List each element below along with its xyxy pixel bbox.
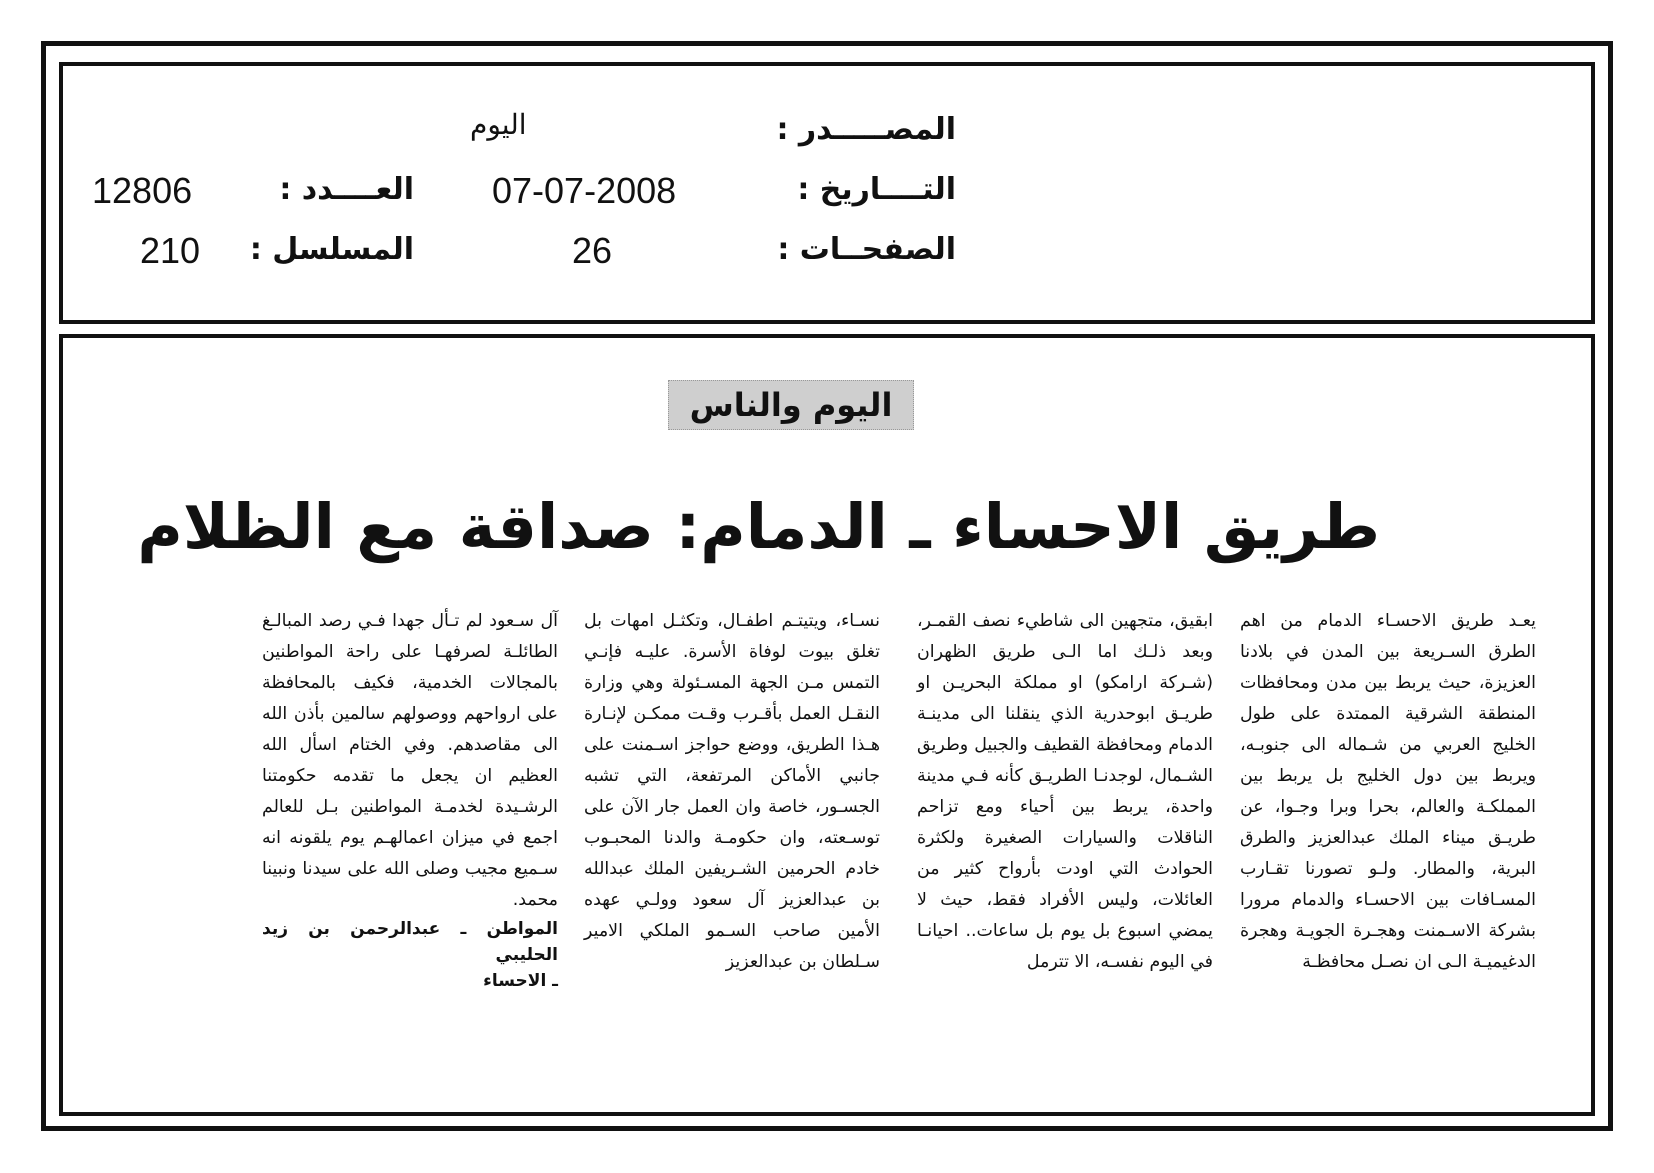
author-signature <box>262 916 558 994</box>
pages-value: 26 <box>572 230 613 271</box>
headline: طريق الاحساء ـ الدمام: صداقة مع الظلام <box>137 490 1380 563</box>
article-column-2 <box>917 606 1213 978</box>
serial-label: المسلسل : <box>249 232 414 267</box>
article-column-3 <box>584 606 880 978</box>
date-label: التــــاريخ : <box>797 172 956 207</box>
article-column-4 <box>262 606 558 994</box>
column-2-text: ابقيق، متجهين الى شاطيء نصف القمـر، وبعد ذلـك اما الـى طريق الظهران (شـركة ارامكو) او مملكة البحريـن او طريـق ابوحدرية الذي ينقلنا الى مدينـة الدمام ومحافظة القطيف والجبيل وطريق الشـمال، لوجدنـا الطريـق كأنه فـي مدينة واحدة، يربط بين أحياء ومع تزاحم الناقلات والسيارات الصغيرة ولكثرة الحوادث التي اودت بأرواح كثير من العائلات، وليس الأفراد فقط، حيث لا يمضي اسبوع بل يوم بل ساعات.. احيانـا في اليوم نفسـه، الا تترمل <box>917 611 1213 972</box>
source-value: اليوم <box>470 108 527 141</box>
source-label: المصـــــدر : <box>776 112 956 147</box>
section-label: اليوم والناس <box>668 380 914 430</box>
column-4-text: آل سـعود لم تـأل جهدا فـي رصد المبالـغ الطائلـة لصرفهـا على راحة المواطنين بالمجالات الخدمية، فكيف بالمحافظة على ارواحهم ووصولهم سالمين بأذن الله الى مقاصدهم. وفي الختام اسأل الله العظيم ان يجعل ما تقدمه حكومتنا الرشـيدة لخدمـة المواطنين بـل للعالم اجمع في ميزان اعمالهـم يوم يلقونه انه سـميع مجيب وصلى الله على سيدنا ونبينا محمد. <box>262 611 558 910</box>
serial-value: 210 <box>140 230 201 271</box>
date-value: 07-07-2008 <box>492 170 677 211</box>
signature-location: ـ الاحساء <box>483 971 558 991</box>
column-1-text: يعـد طريق الاحسـاء الدمام من اهم الطرق السـريعة بين المدن في بلادنا العزيزة، حيث يربط بين مدن ومحافظات المنطقة الشرقية الممتدة على طول الخليج العربي من شـماله الى جنوبـه، ويربط بين دول الخليج بل يربط بين المملكـة والعالم، بحرا وبرا وجـوا، عن طريـق ميناء الملك عبدالعزيز والطرق البرية، والمطار. ولـو تصورنا تقـارب المسـافات بين الاحسـاء والدمام مرورا بشركة الاسـمنت وهجـرة الجويـة وهجرة الدغيميـة الـى ان نصـل محافظـة <box>1240 611 1536 972</box>
issue-label: العــــدد : <box>279 172 414 207</box>
column-3-text: نسـاء، ويتيتـم اطفـال، وتكثـل امهات بل تغلق بيوت لوفاة الأسرة. عليـه فإنـي التمس مـن الجهة المسـئولة وهي وزارة النقـل العمل بأقـرب وقـت ممكـن لإنـارة هـذا الطريق، ووضع حواجز اسـمنت على جانبي الأماكن المرتفعة، التي تشبه الجسـور، خاصة وان العمل جار الآن على توسـعته، وان حكومـة والدنا المحبـوب خادم الحرمين الشـريفين الملك عبدالله بن عبدالعزيز آل سعود وولـي عهده الأمين صاحب السـمو الملكي الامير سـلطان بن عبدالعزيز <box>584 611 880 972</box>
article-column-1 <box>1240 606 1536 978</box>
issue-value: 12806 <box>92 170 193 211</box>
signature-name: المواطن ـ عبدالرحمن بن زيد الحليبي <box>262 919 558 965</box>
pages-label: الصفحــات : <box>777 232 956 267</box>
